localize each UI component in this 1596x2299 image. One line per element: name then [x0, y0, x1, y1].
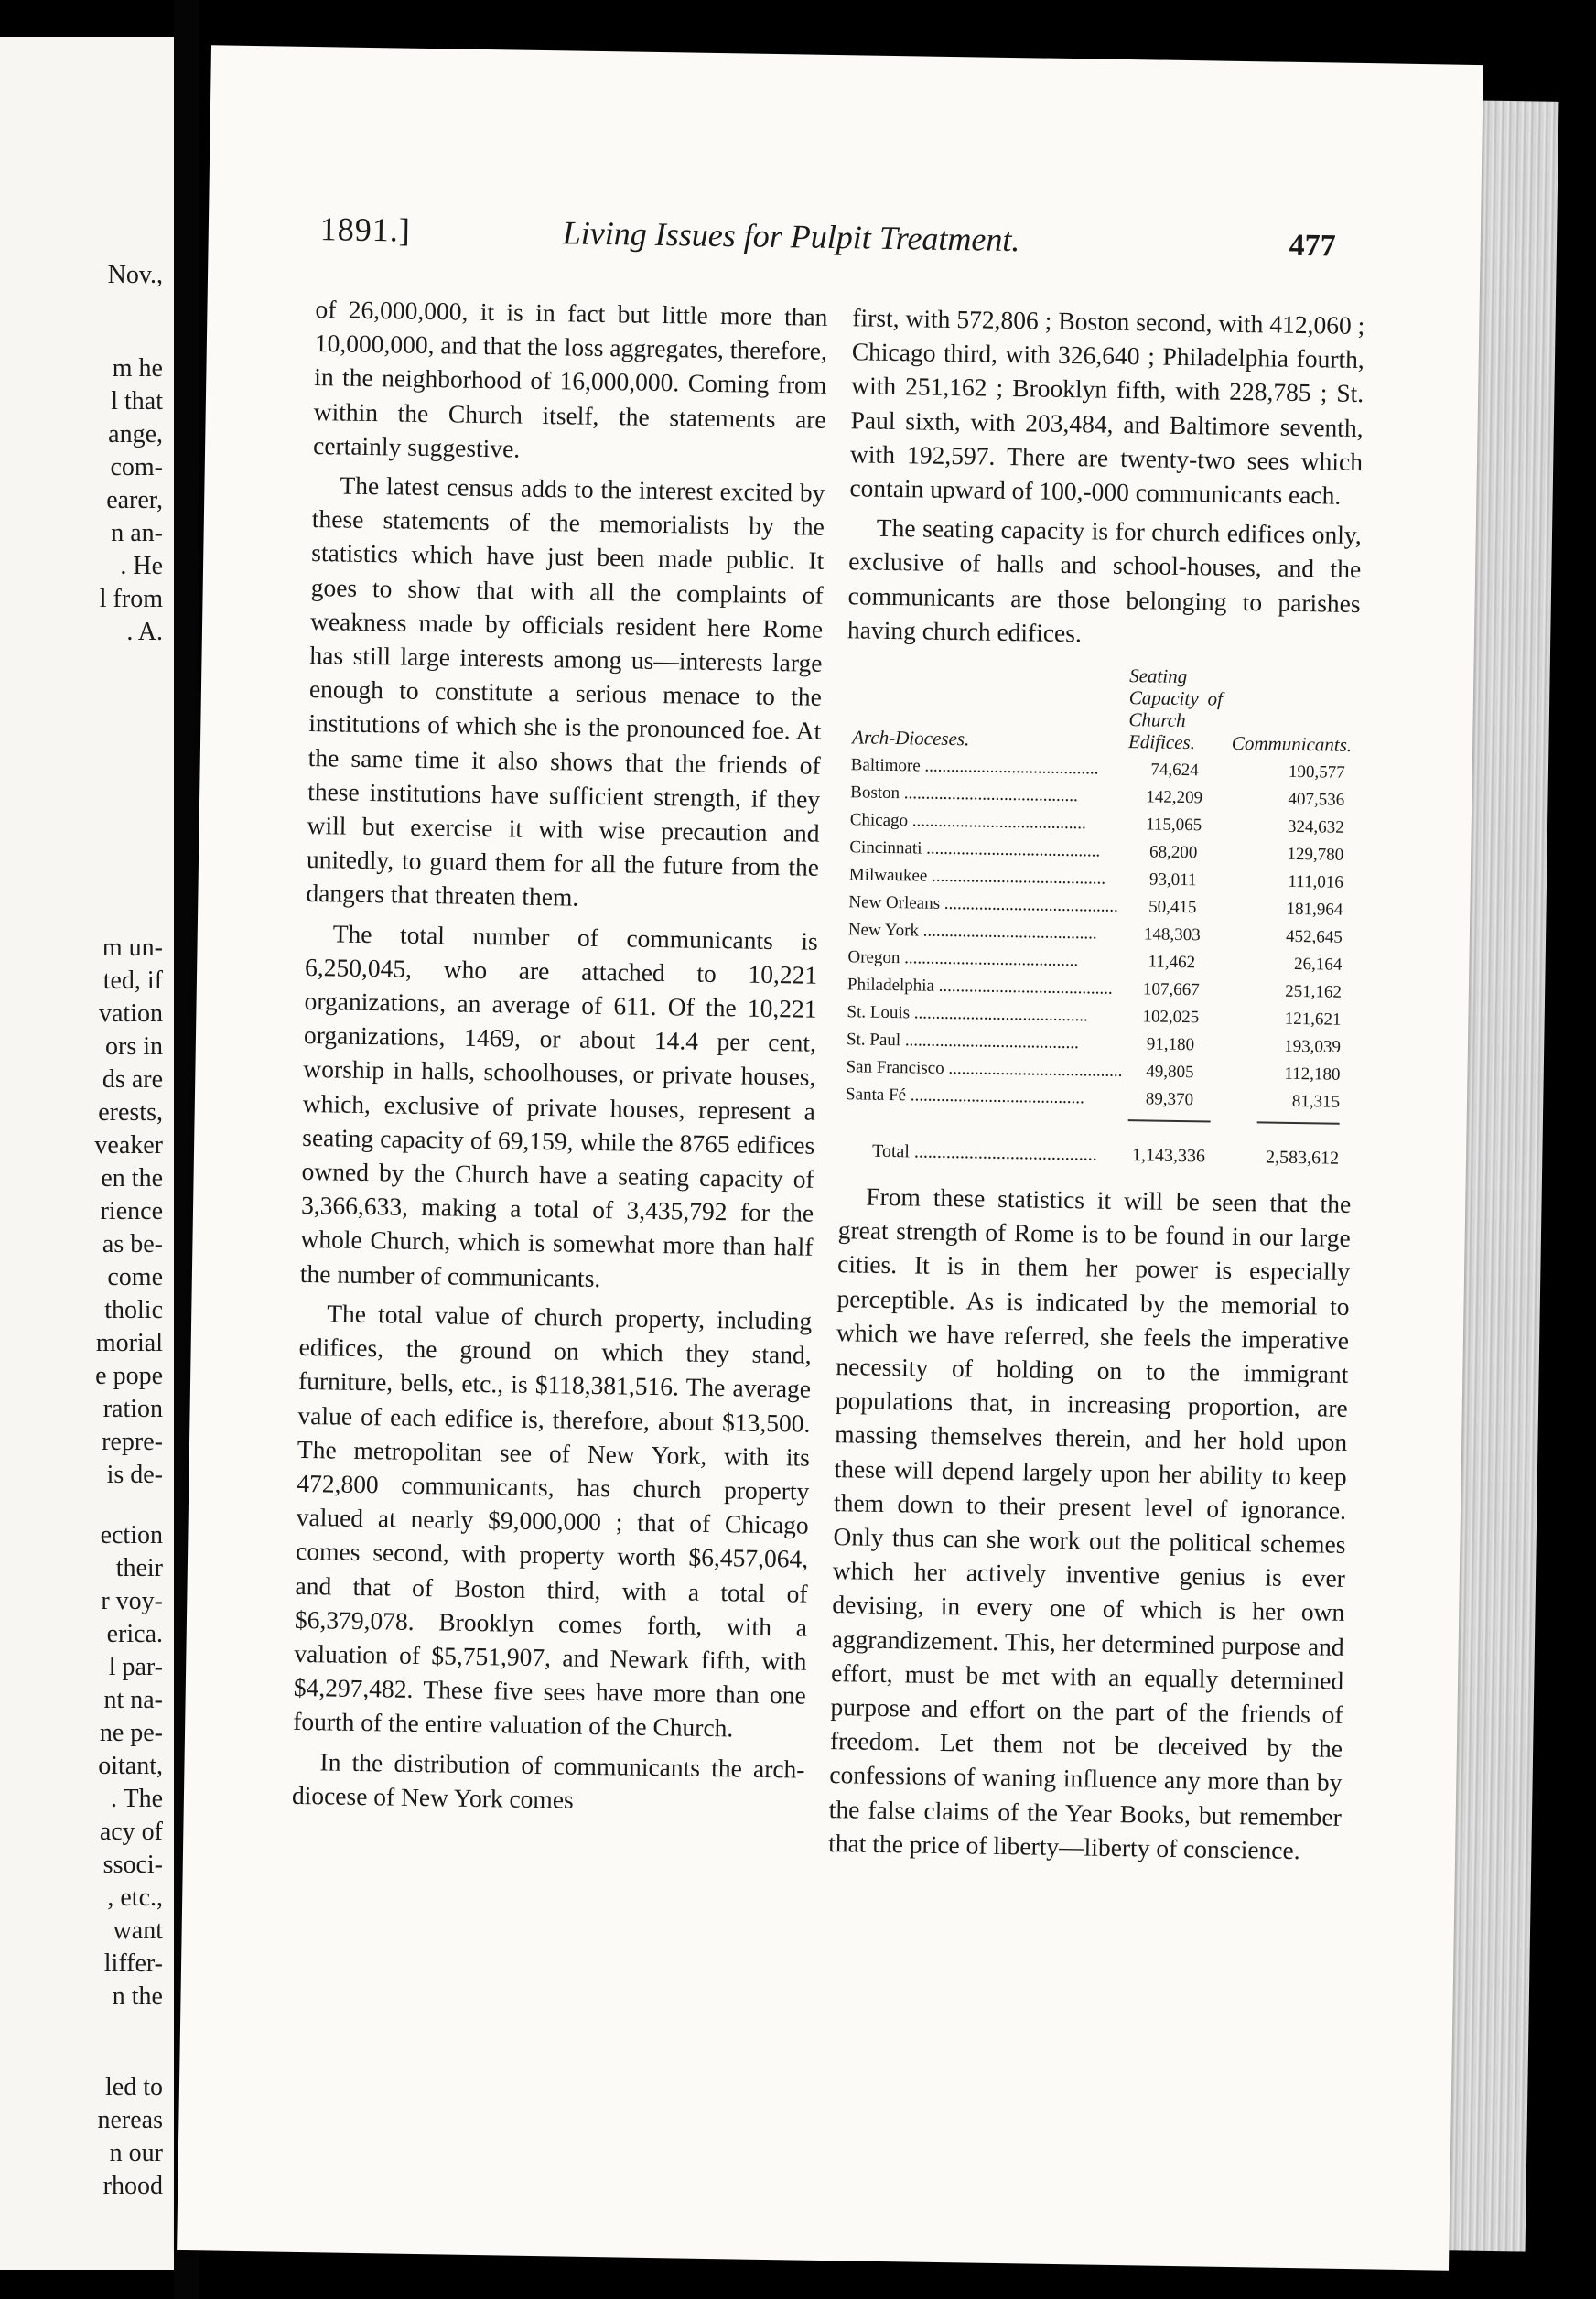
communicants-count: 26,164: [1293, 954, 1343, 975]
diocese-name: San Francisco: [846, 1057, 944, 1078]
diocese-name: Chicago: [849, 810, 909, 831]
diocese-name: St. Paul: [846, 1030, 901, 1051]
facing-page-text: led to: [105, 2073, 163, 2101]
seating-capacity: 102,025: [1142, 1007, 1200, 1028]
paragraph: first, with 572,806 ; Boston second, with 412,060 ; Chicago third, with 326,640 ; Philadelphia fourth, with 251,162 ; Brooklyn fifth, with 228,785 ; St. Paul sixth, with 203,484, and Baltimore seventh, with 192,597. There are twenty-two sees which contain upward of 100,-000 communicants each.: [849, 303, 1365, 510]
facing-page-text: nt na-: [103, 1686, 163, 1714]
facing-page-fragment: [0, 37, 174, 2270]
facing-page-text: ssoci-: [102, 1851, 163, 1879]
facing-page-text: ors in: [105, 1032, 163, 1061]
communicants-count: 81,315: [1291, 1091, 1341, 1112]
facing-page-text: r voy-: [101, 1587, 163, 1615]
facing-page-text: ds are: [102, 1065, 163, 1094]
facing-page-text: m he: [112, 354, 163, 383]
table-header-dioceses: Arch-Dioceses.: [852, 726, 970, 750]
facing-page-text: ange,: [108, 420, 163, 448]
page-number: 477: [1289, 228, 1337, 264]
communicants-count: 181,964: [1286, 899, 1343, 920]
facing-page-text: ted, if: [102, 966, 163, 995]
facing-page-text: erests,: [98, 1098, 163, 1127]
facing-page-text: oitant,: [98, 1752, 163, 1780]
facing-page-text: . A.: [126, 618, 163, 646]
facing-page-text: their: [115, 1554, 163, 1582]
facing-page-text: en the: [101, 1164, 163, 1193]
facing-page-text: rhood: [102, 2172, 163, 2200]
paragraph: The latest census adds to the interest excited by these statements of the memorialists by the statistics which have just been made public. It goes to show that with all the complaints of weakness made by officials resident here Rome has still large interests among us—interests large enough to constitute a serious menace to the institutions of which she is the pronounced foe. At the same time it also shows that the friends of these institutions have sufficient strength, if they will but exercise it with wise precaution and unitedly, to guard them for all the future from the dangers that threaten them.: [306, 470, 825, 912]
table-header-seating: Seating Capacity of Church Edifices.: [1127, 664, 1224, 754]
facing-page-text: want: [113, 1916, 163, 1945]
paragraph: The seating capacity is for church edifices only, exclusive of halls and school-houses, and the communicants are those belonging to parishes having church edifices.: [847, 513, 1362, 648]
facing-page-text: nereas: [97, 2106, 163, 2134]
total-communicants: 2,583,612: [1265, 1147, 1340, 1169]
diocese-name: Milwaukee: [848, 865, 928, 886]
diocese-name: Philadelphia: [847, 975, 935, 996]
diocese-name: Cincinnati: [849, 837, 922, 858]
seating-capacity: 11,462: [1148, 952, 1196, 973]
communicants-count: 324,632: [1287, 816, 1344, 837]
seating-capacity: 148,303: [1143, 924, 1201, 945]
seating-capacity: 50,415: [1148, 897, 1197, 918]
table-header-communicants: Communicants.: [1231, 731, 1353, 756]
facing-page-text: l par-: [108, 1653, 163, 1681]
right-column: [828, 300, 1365, 1873]
facing-page-text: ration: [102, 1395, 163, 1423]
facing-page-text: liffer-: [103, 1949, 163, 1978]
facing-page-text: , etc.,: [107, 1883, 163, 1912]
total-label: Total: [871, 1140, 911, 1162]
paragraph: From these statistics it will be seen that the great strength of Rome is to be found in our large cities. It is in them her power is especially perceptible. As is indicated by the memorial to which we have referred, she feels the imperative necessity of holding on to the immigrant populations that, in increasing proportion, are massing themselves therein, and her hold upon these will depend largely upon her ability to keep them down to their present level of ignorance. Only thus can she work out the political schemes which her actively inventive genius is ever devising, in every one of which is her own aggrandizement. This, her determined purpose and effort, must be met with an equally determined purpose and effort on the part of the friends of freedom. Let them not be deceived by the confessions of waning influence any more than by the false claims of the Year Books, but remember that the price of liberty—liberty of conscience.: [828, 1182, 1352, 1865]
facing-page-text: veaker: [94, 1131, 163, 1160]
facing-page-text: . The: [110, 1785, 163, 1813]
facing-page-text: come: [107, 1263, 163, 1291]
facing-page-text: l from: [99, 585, 163, 613]
seating-capacity: 142,209: [1146, 787, 1203, 808]
table-total-row: [845, 1117, 1347, 1172]
diocese-name: Boston: [850, 783, 900, 804]
facing-page-text: ne pe-: [99, 1719, 163, 1747]
seating-capacity: 107,667: [1142, 979, 1200, 1000]
facing-page-text: as be-: [102, 1230, 163, 1258]
diocese-name: New Orleans: [848, 892, 941, 913]
facing-page-text: repre-: [102, 1428, 163, 1456]
seating-capacity: 49,805: [1146, 1062, 1194, 1083]
paragraph: In the distribution of communicants the arch-diocese of New York comes: [291, 1746, 805, 1814]
communicants-count: 111,016: [1288, 871, 1343, 892]
diocese-name: New York: [847, 920, 920, 941]
statistics-table: [845, 659, 1354, 1172]
communicants-count: 251,162: [1285, 981, 1343, 1002]
facing-page-text: e pope: [95, 1362, 163, 1390]
facing-page-text: rience: [100, 1197, 163, 1225]
facing-page-text: vation: [99, 999, 163, 1028]
total-seating: 1,143,336: [1131, 1145, 1206, 1167]
communicants-count: 193,039: [1284, 1036, 1342, 1057]
seating-capacity: 91,180: [1146, 1034, 1195, 1055]
facing-page-text: m un-: [102, 934, 163, 962]
communicants-count: 129,780: [1287, 844, 1344, 865]
diocese-name: Baltimore: [850, 755, 921, 776]
paragraph: The total value of church property, including edifices, the ground on which they stand, furniture, bells, etc., is $118,381,516. The average value of each edifice is, therefore, about $13,500. The metropolitan see of New York, with its 472,800 communicants, has church property valued at nearly $9,000,000 ; that of Chicago comes second, with property worth $6,457,064, and that of Boston third, with a total of $6,379,078. Brooklyn comes forth, with a valuation of $5,751,907, and Newark fifth, with $4,297,482. These five sees have more than one fourth of the entire valuation of the Church.: [293, 1299, 813, 1743]
seating-capacity: 68,200: [1148, 842, 1198, 863]
communicants-count: 190,577: [1288, 761, 1345, 783]
seating-capacity: 93,011: [1148, 869, 1197, 890]
communicants-count: 112,180: [1284, 1063, 1341, 1085]
facing-page-text: tholic: [104, 1296, 163, 1324]
communicants-count: 121,621: [1284, 1009, 1342, 1030]
communicants-count: 407,536: [1288, 789, 1345, 810]
facing-page-text: n an-: [111, 519, 163, 547]
seating-capacity: 74,624: [1150, 760, 1199, 781]
left-column: [292, 292, 828, 1826]
facing-page-text: morial: [95, 1329, 163, 1357]
facing-page-text: n our: [109, 2139, 163, 2167]
facing-page-text: com-: [110, 453, 163, 481]
seating-capacity: 89,370: [1145, 1089, 1194, 1110]
paragraph: of 26,000,000, it is in fact but little more than 10,000,000, and that the loss aggregates, therefore, in the neighborhood of 16,000,000. Coming from within the Church itself, the statements are certainly suggestive.: [312, 295, 828, 463]
running-head-title: Living Issues for Pulpit Treatment.: [562, 214, 1020, 259]
facing-page-text: erica.: [106, 1620, 163, 1648]
seating-capacity: 115,065: [1146, 815, 1202, 836]
facing-page-text: . He: [120, 552, 163, 580]
facing-page-text: earer,: [106, 486, 163, 514]
diocese-name: Santa Fé: [845, 1085, 907, 1106]
book-page: [177, 45, 1483, 2271]
facing-page-text: ection: [100, 1521, 163, 1549]
facing-page-text: Nov.,: [107, 261, 163, 289]
running-head-year: 1891.]: [319, 210, 412, 249]
facing-page-text: l that: [111, 387, 163, 416]
diocese-name: St. Louis: [847, 1002, 911, 1023]
communicants-count: 452,645: [1285, 926, 1343, 947]
diocese-name: Oregon: [847, 947, 900, 968]
paragraph: The total number of communicants is 6,250,045, who are attached to 10,221 organizations, an average of 611. Of the 10,221 organizations, 1469, or about 14.4 per cent, worship in halls, schoolhouses, or private houses, which, exclusive of private houses, represent a seating capacity of 69,159, while the 8765 edifices owned by the Church have a seating capacity of 3,366,633, making a total of 3,435,792 for the whole Church, which is somewhat more than half the number of communicants.: [299, 919, 818, 1292]
facing-page-text: is de-: [106, 1461, 163, 1489]
facing-page-text: acy of: [99, 1818, 163, 1846]
running-head: [319, 210, 1336, 271]
facing-page-text: n the: [112, 1982, 163, 2011]
